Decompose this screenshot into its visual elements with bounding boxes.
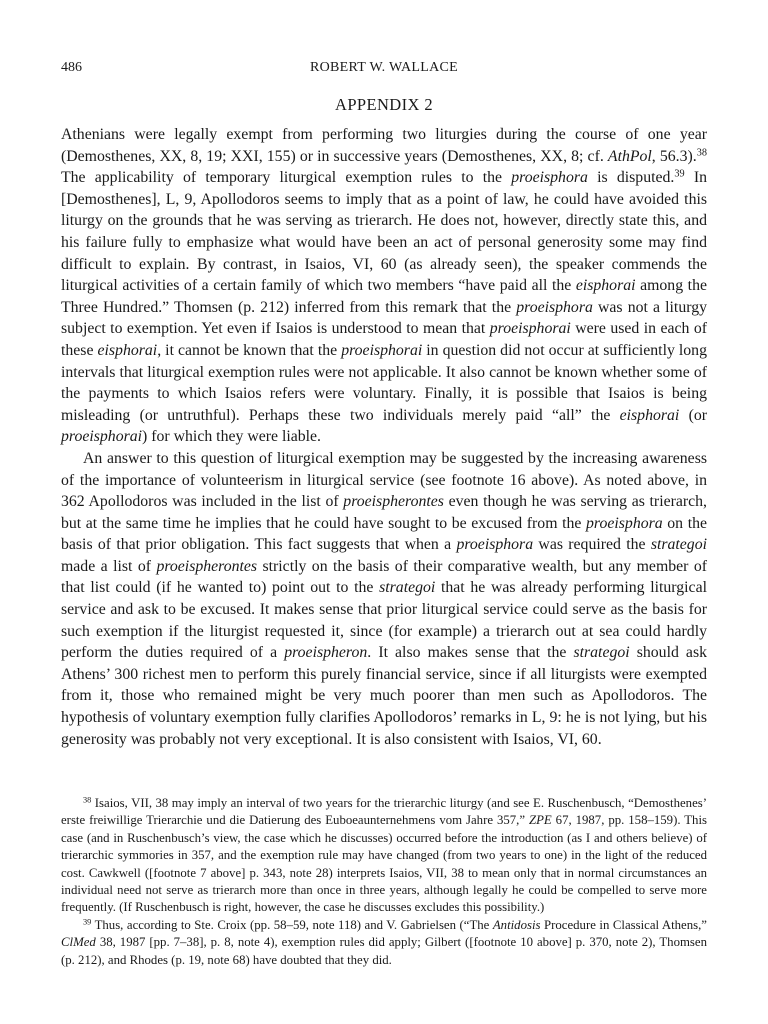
text-run: , it cannot be known that the xyxy=(157,341,342,359)
text-run: among the Three Hundred.” Thomsen (p. 212) inferred from this remark that the xyxy=(61,277,707,316)
italic-term: eisphorai xyxy=(97,341,158,359)
appendix-title: APPENDIX 2 xyxy=(335,95,433,114)
italic-term: eisphorai xyxy=(619,406,680,424)
body-text xyxy=(61,124,707,750)
footnote-ref: 38 xyxy=(83,795,92,805)
running-head-author: ROBERT W. WALLACE xyxy=(309,60,459,75)
footnote xyxy=(61,917,707,969)
italic-term: proeisphorai xyxy=(61,428,143,446)
italic-term: strategoi xyxy=(650,536,707,554)
text-run: were used in each of these xyxy=(61,320,707,359)
text-run: (or xyxy=(679,406,708,424)
footnote xyxy=(61,795,707,917)
footnote-ref: 39 xyxy=(674,168,685,180)
text-run: , 56.3). xyxy=(651,147,697,165)
italic-term: proeisphorai xyxy=(341,341,423,359)
footnote-ref: 39 xyxy=(83,917,92,927)
italic-term: proeisphorai xyxy=(489,320,571,338)
italic-term: ZPE xyxy=(528,813,552,828)
footnote-ref: 38 xyxy=(696,146,707,158)
italic-term: eisphorai xyxy=(575,277,636,295)
italic-term: AthPol xyxy=(607,147,652,165)
text-run: An answer to this question of liturgical exemption may be suggested by the increasing awareness of the importance of volunteerism in liturgical service (see footnote 16 above). As noted above, in 362 Apollodoros was included in the list of xyxy=(61,449,707,511)
italic-term: proeispherontes xyxy=(343,493,444,511)
italic-term: strategoi xyxy=(573,644,630,662)
footnotes xyxy=(61,795,707,969)
text-run: should ask Athens’ 300 richest men to perform this purely financial service, since if all liturgists were exempted from it, those who remained might be very much poorer than men such as Apollodoros. The hypothesis of voluntary exemption fully clarifies Apollodoros’ remarks in L, 9: he is not lying, but his generosity was probably not very exceptional. It is also consistent with Isaios, VI, 60. xyxy=(61,644,707,748)
text-run: ) for which they were liable. xyxy=(142,428,322,446)
text-run: Thus, according to Ste. Croix (pp. 58–59, note 118) and V. Gabrielsen (“The xyxy=(91,917,493,932)
italic-term: ClMed xyxy=(61,935,96,950)
text-run: Isaios, VII, 38 may imply an interval of two years for the trierarchic liturgy (and see E. Ruschenbusch, “Demosthenes’ erste freiwillige Trierarchie und die Datierung des Euboeaunternehmens vom Jahre 357,” xyxy=(61,796,707,828)
text-run: . It also makes sense that the xyxy=(367,644,574,662)
text-run: even though he was serving as trierarch, but at the same time he implies that he could have sought to be excused from the xyxy=(61,493,707,532)
text-run: is disputed. xyxy=(587,169,675,187)
text-run: The applicability of temporary liturgical exemption rules to the xyxy=(61,169,512,187)
text-run: was required the xyxy=(533,536,651,554)
text-run: 67, 1987, pp. 158–159). This case (and in Ruschenbusch’s view, the case which he discusses) occurred before the introduction (as I and others believe) of trierarchic symmories in 357, and the exemption rule may have changed (from two years to one) in the light of the reduced cost. Cawkwell ([footnote 7 above] p. 343, note 28) interprets Isaios, VII, 38 to mean only that in normal circumstances an individual need not serve as trierarch more than once in three years, although legally he could be compelled to serve more frequently. (If Ruschenbusch is right, however, the case he discusses excludes this possibility.) xyxy=(61,813,707,915)
text-run: on the basis of that prior obligation. This fact suggests that when a xyxy=(61,514,707,554)
italic-term: proeisphora xyxy=(456,536,534,554)
italic-term: proeisphora xyxy=(586,514,663,532)
text-run: in question did not occur at sufficiently long intervals that liturgical exemption rules were not applicable. It also cannot be known whether some of the payments to which Isaios refers were voluntary. Finally, it is possible that Isaios is being misleading (or untruthful). Perhaps these two individuals merely paid “all” the xyxy=(61,341,707,424)
text-run: Procedure in Classical Athens,” xyxy=(540,917,707,932)
page-header xyxy=(61,60,707,80)
italic-term: Antidosis xyxy=(492,917,541,932)
body-paragraph xyxy=(61,448,707,750)
text-run: strictly on the basis of their comparative wealth, but any member of that list could (if he wanted to) point out to the xyxy=(61,557,707,597)
text-run: that he was already performing liturgical service and ask to be excused. It makes sense that prior liturgical service could serve as the basis for such exemption if the liturgist requested it, since (for example) a trierarch out at sea could hardly perform the duties required of a xyxy=(61,579,707,662)
text-run: Athenians were legally exempt from performing two liturgies during the course of one year (Demosthenes, XX, 8, 19; XXI, 155) or in successive years (Demosthenes, XX, 8; cf. xyxy=(61,126,707,165)
italic-term: proeispherontes xyxy=(156,557,258,575)
text-run: made a list of xyxy=(61,557,157,575)
italic-term: proeispheron xyxy=(284,644,368,662)
italic-term: strategoi xyxy=(379,579,436,597)
page-number: 486 xyxy=(61,60,82,75)
italic-term: proeisphora xyxy=(516,298,593,316)
body-paragraph xyxy=(61,124,707,448)
italic-term: proeisphora xyxy=(511,169,588,187)
text-run: 38, 1987 [pp. 7–38], p. 8, note 4), exemption rules did apply; Gilbert ([footnote 10 above] p. 370, note 2), Thomsen (p. 212), and Rhodes (p. 19, note 68) have doubted that they did. xyxy=(61,935,707,967)
text-run: In [Demosthenes], L, 9, Apollodoros seems to imply that as a point of law, he could have avoided this liturgy on the grounds that he was serving as trierarch. He does not, however, directly state this, and his failure fully to emphasize what would have been an act of personal generosity some may find difficult to explain. By contrast, in Isaios, VI, 60 (as already seen), the speaker commends the liturgical activities of a certain family of which two members “have paid all the xyxy=(61,169,707,295)
text-run: was not a liturgy subject to exemption. Yet even if Isaios is understood to mean that xyxy=(61,298,707,338)
